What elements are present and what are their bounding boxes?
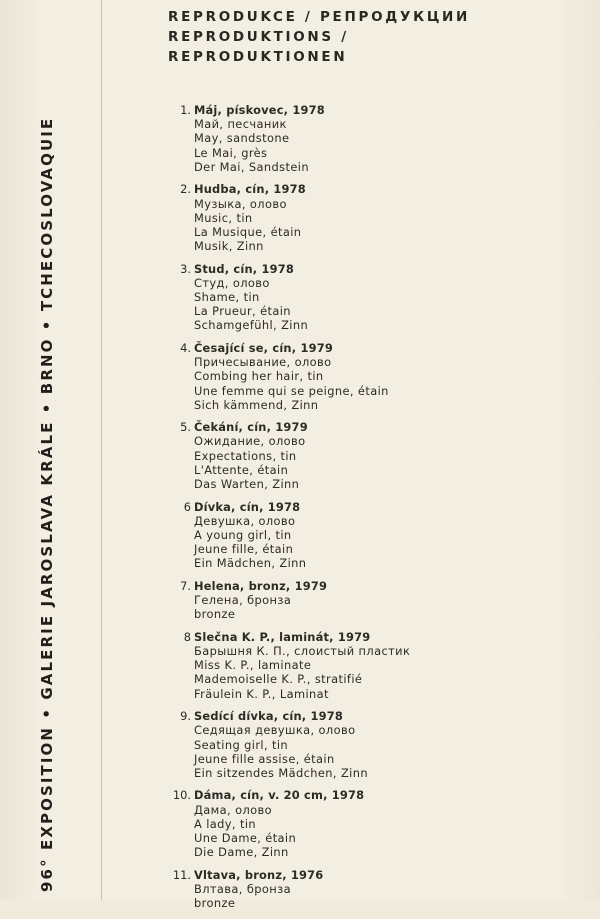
item-translation: Expectations, tin xyxy=(194,448,297,463)
item-translation: Седящая девушка, олово xyxy=(194,723,356,738)
item-body xyxy=(192,182,588,253)
item-title: Dívka, cín, 1978 xyxy=(194,499,301,514)
item-title: Česající se, cín, 1979 xyxy=(194,340,333,355)
list-item xyxy=(168,341,588,412)
item-body xyxy=(192,103,588,174)
list-item xyxy=(168,788,588,859)
item-title: Hudba, cín, 1978 xyxy=(194,182,306,197)
spine-title: 96° EXPOSITION • GALERIE JAROSLAVA KRÁLE • BRNO • TCHECOSLOVAQUIE xyxy=(38,116,56,892)
heading-line-2: REPRODUKTIONS / xyxy=(168,29,349,45)
item-translation: Май, песчаник xyxy=(194,117,287,132)
item-body xyxy=(192,630,588,701)
item-translation: La Musique, étain xyxy=(194,224,302,239)
item-body xyxy=(192,500,588,571)
item-translation: La Prueur, étain xyxy=(194,304,291,319)
item-number: 10. xyxy=(172,788,191,803)
item-translation: Mademoiselle K. P., stratifié xyxy=(194,672,363,687)
item-translation: Une Dame, étain xyxy=(194,831,297,846)
list-item xyxy=(168,868,588,911)
list-item xyxy=(168,103,588,174)
list-item xyxy=(168,630,588,701)
item-translation: L'Attente, étain xyxy=(194,462,289,477)
item-translation: Music, tin xyxy=(194,210,253,225)
item-body xyxy=(192,579,588,622)
item-body xyxy=(192,262,588,333)
item-translation: A lady, tin xyxy=(194,816,257,831)
item-title: Máj, pískovec, 1978 xyxy=(194,103,325,117)
reproductions-heading xyxy=(168,7,470,67)
item-translation: Гелена, бронза xyxy=(194,593,292,608)
list-item xyxy=(168,579,588,622)
item-translation: Студ, олово xyxy=(194,275,270,290)
item-translation: Jeune fille assise, étain xyxy=(194,751,335,766)
spine-divider xyxy=(101,0,102,900)
item-translation: bronze xyxy=(194,607,236,622)
list-item xyxy=(168,420,588,491)
list-item xyxy=(168,709,588,780)
item-translation: Miss K. P., laminate xyxy=(194,658,312,673)
item-translation: Fräulein K. P., Laminat xyxy=(194,686,329,701)
item-translation: Schamgefühl, Zinn xyxy=(194,318,309,333)
item-number: 6 xyxy=(183,499,191,514)
item-body xyxy=(192,420,588,491)
item-translation: bronze xyxy=(194,896,236,911)
item-translation: Le Mai, grès xyxy=(194,145,268,160)
item-translation: Ein sitzendes Mädchen, Zinn xyxy=(194,765,368,780)
item-translation: Девушка, олово xyxy=(194,513,296,528)
item-translation: May, sandstone xyxy=(194,131,290,146)
item-translation: Sich kämmend, Zinn xyxy=(194,397,319,412)
item-translation: Seating girl, tin xyxy=(194,737,289,752)
item-translation: Une femme qui se peigne, étain xyxy=(194,383,389,398)
reproductions-list xyxy=(168,103,588,919)
item-body xyxy=(192,788,588,859)
item-translation: Das Warten, Zinn xyxy=(194,477,300,492)
item-number: 7. xyxy=(180,578,191,593)
item-number: 11. xyxy=(172,867,191,882)
item-body xyxy=(192,868,588,911)
item-translation: Combing her hair, tin xyxy=(194,369,324,384)
item-number: 8 xyxy=(183,629,191,644)
list-item xyxy=(168,500,588,571)
item-number: 2. xyxy=(180,182,191,197)
item-translation: Причесывание, олово xyxy=(194,355,332,370)
item-translation: Der Mai, Sandstein xyxy=(194,159,309,174)
item-translation: Ein Mädchen, Zinn xyxy=(194,556,307,571)
heading-line-1: REPRODUKCE / РЕПРОДУКЦИИ xyxy=(168,9,471,25)
item-translation: A young girl, tin xyxy=(194,527,292,542)
item-translation: Ожидание, олово xyxy=(194,434,306,449)
item-title: Čekání, cín, 1979 xyxy=(194,420,308,435)
item-translation: Shame, tin xyxy=(194,290,260,305)
item-title: Dáma, cín, v. 20 cm, 1978 xyxy=(194,788,365,803)
item-translation: Барышня К. П., слоистый пластик xyxy=(194,643,411,658)
item-translation: Дама, олово xyxy=(194,802,272,817)
item-title: Sedící dívka, cín, 1978 xyxy=(194,709,344,724)
item-translation: Musik, Zinn xyxy=(194,239,264,254)
item-translation: Die Dame, Zinn xyxy=(194,845,289,860)
item-translation: Влтава, бронза xyxy=(194,881,291,896)
item-number: 1. xyxy=(180,103,191,117)
list-item xyxy=(168,262,588,333)
item-title: Vltava, bronz, 1976 xyxy=(194,867,324,882)
item-number: 3. xyxy=(180,261,191,276)
item-title: Slečna K. P., laminát, 1979 xyxy=(194,629,371,644)
item-number: 5. xyxy=(180,420,191,435)
item-number: 4. xyxy=(180,340,191,355)
item-number: 9. xyxy=(180,709,191,724)
item-body xyxy=(192,341,588,412)
item-translation: Музыка, олово xyxy=(194,196,287,211)
list-item xyxy=(168,182,588,253)
item-title: Helena, bronz, 1979 xyxy=(194,578,328,593)
item-translation: Jeune fille, étain xyxy=(194,542,294,557)
spine-band xyxy=(0,0,100,900)
item-title: Stud, cín, 1978 xyxy=(194,261,294,276)
heading-line-3: REPRODUKTIONEN xyxy=(168,49,348,65)
item-body xyxy=(192,709,588,780)
